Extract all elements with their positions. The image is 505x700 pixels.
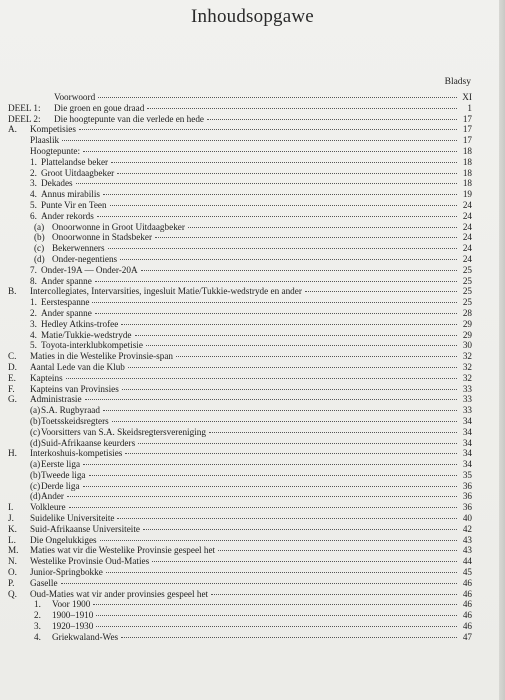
- toc-entry: [8, 200, 472, 211]
- dot-leader: [76, 183, 457, 184]
- toc-entry: [8, 222, 472, 233]
- dot-leader: [111, 162, 457, 163]
- toc-entry-title: Ander rekords: [41, 210, 94, 221]
- page-title: Inhoudsopgawe: [191, 6, 314, 27]
- toc-entry: [8, 178, 472, 189]
- toc-entry-page: 24: [462, 210, 472, 221]
- toc-entry-page: 34: [462, 437, 472, 448]
- toc-entry: [8, 362, 472, 373]
- toc-entry-number: J.: [8, 513, 14, 524]
- toc-entry-title: Hedley Atkins-trofee: [41, 318, 119, 329]
- toc-entry-page: 34: [462, 415, 472, 426]
- toc-entry: [8, 254, 472, 265]
- toc-entry-number: 8.: [30, 275, 37, 286]
- dot-leader: [96, 626, 457, 627]
- toc-entry-page: 46: [462, 599, 472, 610]
- toc-entry-title: S.A. Rugbyraad: [41, 405, 100, 416]
- toc-entry-number: 1.: [30, 297, 37, 308]
- dot-leader: [117, 173, 457, 174]
- toc-entry-page: 17: [462, 135, 472, 146]
- dot-leader: [97, 216, 457, 217]
- toc-entry-number: H.: [8, 448, 17, 459]
- toc-entry-page: 35: [462, 469, 472, 480]
- toc-entry-title: Ander spanne: [41, 275, 92, 286]
- toc-entry-page: 42: [462, 523, 472, 534]
- toc-entry-title: Punte Vir en Teen: [41, 199, 107, 210]
- toc-entry: [8, 157, 472, 168]
- toc-entry-page: 24: [462, 232, 472, 243]
- toc-entry-number: (c): [34, 243, 45, 254]
- dot-leader: [79, 129, 457, 130]
- toc-entry-title: Onoorwonne in Stadsbeker: [52, 232, 153, 243]
- toc-entry-title: Groot Uitdaagbeker: [41, 167, 115, 178]
- toc-entry-page: 33: [462, 383, 472, 394]
- toc-entry-title: Westelike Provinsie Oud-Maties: [30, 556, 150, 567]
- dot-leader: [93, 604, 457, 605]
- toc-entry-number: 1.: [34, 599, 41, 610]
- toc-entry-page: 29: [462, 329, 472, 340]
- toc-entry-page: 33: [462, 394, 472, 405]
- toc-entry-page: 25: [462, 275, 472, 286]
- toc-entry-number: (b): [30, 415, 41, 426]
- dot-leader: [69, 507, 457, 508]
- dot-leader: [141, 270, 457, 271]
- toc-entry-page: 25: [462, 264, 472, 275]
- page-edge: [499, 0, 505, 700]
- toc-entry-page: 46: [462, 621, 472, 632]
- toc-entry-page: 43: [462, 534, 472, 545]
- toc-entry: [8, 308, 472, 319]
- table-of-contents: [8, 92, 472, 643]
- toc-entry: [8, 92, 472, 103]
- toc-entry-number: B.: [8, 286, 17, 297]
- dot-leader: [95, 281, 457, 282]
- toc-entry-page: 44: [462, 556, 472, 567]
- toc-entry: [8, 481, 472, 492]
- toc-entry-title: Ander: [41, 491, 64, 502]
- toc-entry: [8, 599, 472, 610]
- dot-leader: [218, 550, 457, 551]
- toc-entry: [8, 405, 472, 416]
- toc-entry-title: Voor 1900: [52, 599, 91, 610]
- toc-entry: [8, 610, 472, 621]
- toc-entry-number: I.: [8, 502, 14, 513]
- toc-entry: [8, 427, 472, 438]
- page-column-heading: Bladsy: [444, 77, 471, 87]
- toc-entry-number: C.: [8, 351, 17, 362]
- toc-entry-title: Maties in die Westelike Provinsie-span: [30, 351, 174, 362]
- toc-entry-number: (b): [30, 469, 41, 480]
- dot-leader: [89, 475, 457, 476]
- toc-entry-number: 4.: [34, 631, 41, 642]
- toc-entry-page: 1: [467, 102, 472, 113]
- toc-entry-page: 46: [462, 610, 472, 621]
- toc-entry: [8, 319, 472, 330]
- dot-leader: [176, 356, 457, 357]
- toc-entry: [8, 470, 472, 481]
- dot-leader: [110, 205, 457, 206]
- dot-leader: [207, 119, 457, 120]
- toc-entry-title: 1920–1930: [52, 621, 94, 632]
- toc-entry: [8, 589, 472, 600]
- toc-entry-title: Derde liga: [41, 480, 80, 491]
- toc-entry-page: 24: [462, 221, 472, 232]
- toc-entry-page: 24: [462, 243, 472, 254]
- dot-leader: [85, 399, 457, 400]
- toc-entry-title: Administrasie: [30, 394, 82, 405]
- toc-entry: [8, 448, 472, 459]
- toc-entry-number: 2.: [34, 610, 41, 621]
- toc-entry-page: 46: [462, 588, 472, 599]
- toc-entry: [8, 459, 472, 470]
- dot-leader: [128, 367, 457, 368]
- toc-entry: [8, 243, 472, 254]
- toc-entry-number: Q.: [8, 588, 17, 599]
- toc-entry-page: 30: [462, 340, 472, 351]
- toc-entry-title: Die groen en goue draad: [54, 102, 145, 113]
- dot-leader: [83, 151, 457, 152]
- toc-entry: [8, 103, 472, 114]
- toc-entry: [8, 438, 472, 449]
- dot-leader: [95, 313, 457, 314]
- toc-entry-number: 3.: [30, 178, 37, 189]
- toc-entry: [8, 524, 472, 535]
- toc-entry: [8, 556, 472, 567]
- dot-leader: [209, 432, 457, 433]
- toc-entry: [8, 351, 472, 362]
- toc-entry-title: Voorsitters van S.A. Skeidsregtersvereniging: [41, 426, 206, 437]
- dot-leader: [103, 410, 457, 411]
- dot-leader: [135, 335, 457, 336]
- toc-entry-page: 19: [462, 189, 472, 200]
- dot-leader: [83, 486, 457, 487]
- toc-entry-title: Griekwaland-Wes: [52, 631, 119, 642]
- dot-leader: [66, 378, 457, 379]
- toc-entry-title: 1900–1910: [52, 610, 94, 621]
- toc-entry-number: 3.: [30, 318, 37, 329]
- dot-leader: [120, 259, 457, 260]
- toc-entry: [8, 135, 472, 146]
- toc-entry: [8, 373, 472, 384]
- dot-leader: [122, 389, 457, 390]
- toc-entry-number: 3.: [34, 621, 41, 632]
- toc-entry-number: N.: [8, 556, 17, 567]
- toc-entry-number: DEEL 2:: [8, 113, 41, 124]
- toc-entry: [8, 168, 472, 179]
- toc-entry: [8, 330, 472, 341]
- dot-leader: [147, 108, 457, 109]
- toc-entry-number: L.: [8, 534, 16, 545]
- toc-entry-page: 25: [462, 286, 472, 297]
- toc-entry: [8, 124, 472, 135]
- toc-entry-number: 2.: [30, 167, 37, 178]
- toc-entry-page: 47: [462, 631, 472, 642]
- toc-entry-title: Eerstespanne: [41, 297, 90, 308]
- dot-leader: [98, 97, 457, 98]
- toc-entry: [8, 416, 472, 427]
- dot-leader: [211, 594, 457, 595]
- toc-entry-page: 17: [462, 124, 472, 135]
- toc-entry-title: Maties wat vir die Westelike Provinsie gespeel het: [30, 545, 216, 556]
- toc-entry: [8, 232, 472, 243]
- toc-entry: [8, 146, 472, 157]
- toc-entry-page: 34: [462, 426, 472, 437]
- toc-entry-title: Matie/Tukkie-wedstryde: [41, 329, 132, 340]
- toc-entry: [8, 535, 472, 546]
- toc-entry-number: DEEL 1:: [8, 102, 41, 113]
- dot-leader: [121, 324, 457, 325]
- toc-entry-title: Die hoogtepunte van die verlede en hede: [54, 113, 205, 124]
- toc-entry-number: D.: [8, 361, 17, 372]
- toc-entry-title: Annus mirabilis: [41, 189, 100, 200]
- toc-entry-title: Suidelike Universiteite: [30, 513, 115, 524]
- toc-entry-number: K.: [8, 523, 17, 534]
- toc-entry-page: 40: [462, 513, 472, 524]
- toc-entry-page: 18: [462, 178, 472, 189]
- toc-entry-title: Ander spanne: [41, 307, 92, 318]
- toc-entry: [8, 286, 472, 297]
- toc-entry-number: (d): [30, 437, 41, 448]
- toc-entry: [8, 567, 472, 578]
- dot-leader: [305, 291, 457, 292]
- dot-leader: [125, 453, 457, 454]
- dot-leader: [96, 615, 457, 616]
- toc-entry-page: 36: [462, 491, 472, 502]
- toc-entry-title: Kapteins: [30, 372, 63, 383]
- dot-leader: [62, 140, 457, 141]
- dot-leader: [143, 529, 457, 530]
- toc-entry-title: Bekerwenners: [52, 243, 105, 254]
- toc-entry-title: Intercollegiates, Intervarsities, ingesluit Matie/Tukkie-wedstryde en ander: [30, 286, 302, 297]
- toc-entry-page: 43: [462, 545, 472, 556]
- toc-entry-title: Gaselle: [30, 577, 58, 588]
- toc-entry-title: Toetsskeidsregters: [41, 415, 109, 426]
- toc-entry-page: 36: [462, 480, 472, 491]
- toc-entry-page: 34: [462, 448, 472, 459]
- toc-entry-page: 29: [462, 318, 472, 329]
- toc-entry: [8, 265, 472, 276]
- toc-entry-page: 18: [462, 156, 472, 167]
- toc-entry-page: 24: [462, 199, 472, 210]
- toc-entry-number: P.: [8, 577, 15, 588]
- toc-entry: [8, 502, 472, 513]
- toc-entry: [8, 513, 472, 524]
- toc-entry-number: 5.: [30, 199, 37, 210]
- toc-entry-title: Onder-19A — Onder-20A: [41, 264, 138, 275]
- dot-leader: [108, 248, 457, 249]
- dot-leader: [138, 443, 457, 444]
- toc-entry-title: Junior-Springbokke: [30, 567, 103, 578]
- toc-entry-number: (d): [30, 491, 41, 502]
- toc-entry-number: M.: [8, 545, 19, 556]
- toc-entry-number: 7.: [30, 264, 37, 275]
- toc-entry-title: Suid-Afrikaanse keurders: [41, 437, 136, 448]
- toc-entry-title: Aantal Lede van die Klub: [30, 361, 125, 372]
- toc-entry-number: 4.: [30, 329, 37, 340]
- dot-leader: [152, 561, 457, 562]
- dot-leader: [61, 583, 457, 584]
- dot-leader: [106, 572, 457, 573]
- toc-entry: [8, 297, 472, 308]
- toc-entry-title: Tweede liga: [41, 469, 86, 480]
- toc-entry-number: G.: [8, 394, 17, 405]
- toc-entry: [8, 189, 472, 200]
- toc-entry-title: Onoorwonne in Groot Uitdaagbeker: [52, 221, 185, 232]
- toc-entry-number: 4.: [30, 189, 37, 200]
- dot-leader: [67, 496, 457, 497]
- toc-entry-title: Suid-Afrikaanse Universiteite: [30, 523, 140, 534]
- toc-entry: [8, 211, 472, 222]
- toc-entry: [8, 578, 472, 589]
- toc-entry-number: (d): [34, 253, 45, 264]
- dot-leader: [83, 464, 457, 465]
- toc-entry-page: 36: [462, 502, 472, 513]
- toc-entry-number: 5.: [30, 340, 37, 351]
- toc-entry-title: Eerste liga: [41, 459, 81, 470]
- toc-entry: [8, 384, 472, 395]
- toc-entry-title: Dekades: [41, 178, 73, 189]
- toc-entry: [8, 491, 472, 502]
- toc-entry: [8, 394, 472, 405]
- toc-entry: [8, 276, 472, 287]
- toc-entry-page: XI: [462, 92, 472, 102]
- dot-leader: [103, 194, 457, 195]
- toc-entry-page: 28: [462, 307, 472, 318]
- toc-entry-page: 33: [462, 405, 472, 416]
- toc-entry-title: Kapteins van Provinsies: [30, 383, 119, 394]
- toc-entry-title: Voorwoord: [54, 92, 96, 102]
- toc-entry-number: 6.: [30, 210, 37, 221]
- dot-leader: [146, 345, 457, 346]
- toc-entry-number: (a): [34, 221, 45, 232]
- toc-entry: [8, 632, 472, 643]
- toc-entry-page: 46: [462, 577, 472, 588]
- toc-entry: [8, 114, 472, 125]
- dot-leader: [155, 237, 457, 238]
- toc-entry-number: O.: [8, 567, 17, 578]
- toc-entry-number: (a): [30, 459, 41, 470]
- toc-entry-title: Volkleure: [30, 502, 66, 513]
- toc-entry-title: Onder-negentiens: [52, 253, 118, 264]
- toc-entry-page: 17: [462, 113, 472, 124]
- dot-leader: [188, 227, 457, 228]
- dot-leader: [112, 421, 457, 422]
- toc-entry-number: 2.: [30, 307, 37, 318]
- toc-entry: [8, 545, 472, 556]
- toc-entry-title: Plaaslik: [30, 135, 60, 146]
- toc-entry-title: Toyota-interklubkompetisie: [41, 340, 143, 351]
- toc-entry-page: 34: [462, 459, 472, 470]
- dot-leader: [117, 518, 457, 519]
- toc-entry-number: (b): [34, 232, 45, 243]
- toc-entry-title: Interkoshuis-kompetisies: [30, 448, 123, 459]
- toc-entry-page: 25: [462, 297, 472, 308]
- toc-entry-number: (c): [30, 426, 41, 437]
- dot-leader: [100, 540, 457, 541]
- toc-entry-page: 32: [462, 372, 472, 383]
- toc-entry-number: (c): [30, 480, 41, 491]
- toc-entry-page: 45: [462, 567, 472, 578]
- toc-entry-number: 1.: [30, 156, 37, 167]
- toc-entry-number: E.: [8, 372, 16, 383]
- toc-entry-page: 24: [462, 253, 472, 264]
- dot-leader: [121, 637, 457, 638]
- toc-entry-title: Hoogtepunte:: [30, 145, 81, 156]
- toc-entry-page: 32: [462, 361, 472, 372]
- toc-entry-title: Plattelandse beker: [41, 156, 109, 167]
- toc-entry-title: Oud-Maties wat vir ander provinsies gespeel het: [30, 588, 209, 599]
- toc-entry-page: 18: [462, 145, 472, 156]
- dot-leader: [92, 302, 457, 303]
- toc-entry-title: Kompetisies: [30, 124, 76, 135]
- toc-entry: [8, 340, 472, 351]
- toc-entry-number: A.: [8, 124, 17, 135]
- toc-entry-number: F.: [8, 383, 15, 394]
- toc-entry: [8, 621, 472, 632]
- toc-entry-title: Die Ongelukkiges: [30, 534, 97, 545]
- toc-entry-number: (a): [30, 405, 41, 416]
- toc-entry-page: 18: [462, 167, 472, 178]
- toc-entry-page: 32: [462, 351, 472, 362]
